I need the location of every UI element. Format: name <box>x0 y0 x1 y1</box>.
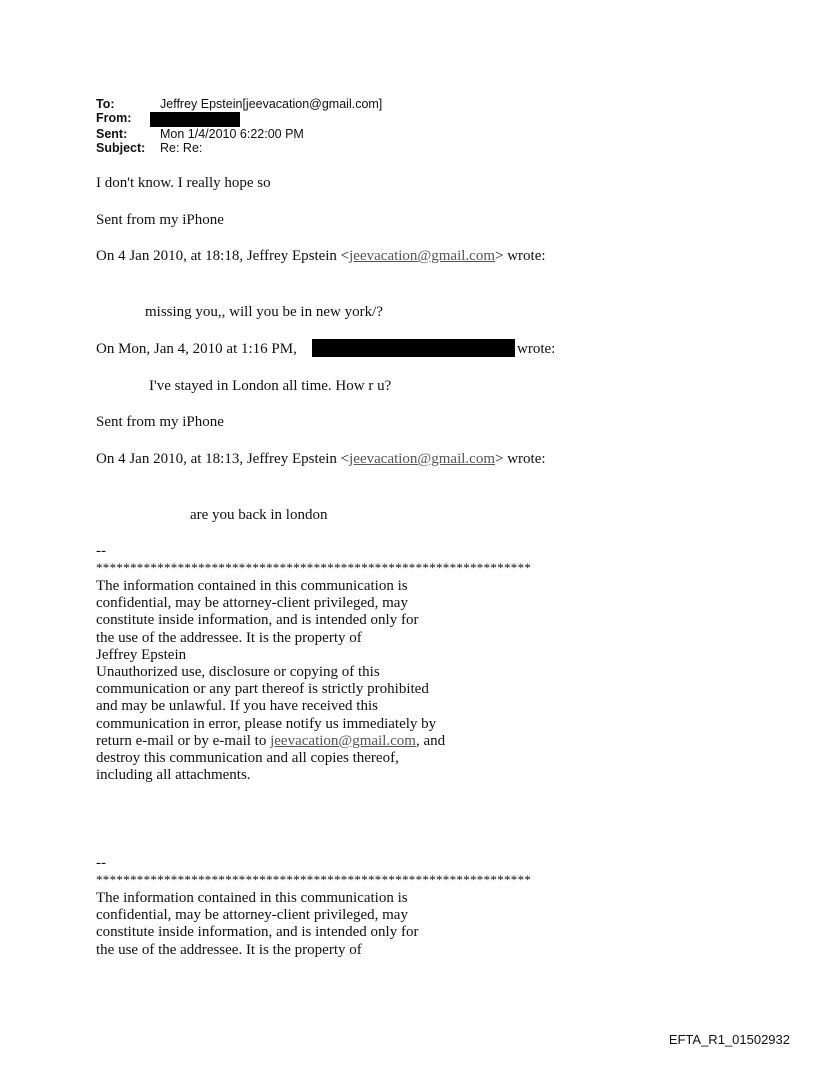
disclaimer-2 <box>96 890 496 959</box>
subject-label: Subject: <box>96 141 146 155</box>
quote-header-2-suffix: wrote: <box>517 341 556 357</box>
subject-value: Re: Re: <box>160 141 203 155</box>
quote-header-1 <box>96 247 546 265</box>
disclaimer-1-dash: -- <box>96 543 106 559</box>
disclaimer-2-line: The information contained in this communication is <box>96 890 408 906</box>
to-label: To: <box>96 97 115 111</box>
disclaimer-1-line10-suffix: , and <box>415 732 446 749</box>
disclaimer-1-line: confidential, may be attorney-client privileged, may <box>96 595 408 612</box>
to-row <box>96 97 382 111</box>
disclaimer-2-stars: **************************************************************** <box>96 872 532 887</box>
sender-redaction <box>312 339 515 357</box>
from-redaction <box>150 112 240 127</box>
disclaimer-1-line10-prefix: return e-mail or by e-mail to <box>96 732 271 749</box>
from-label: From: <box>96 111 132 125</box>
disclaimer-1-line: including all attachments. <box>96 767 251 784</box>
disclaimer-1-line: Unauthorized use, disclosure or copying of this <box>96 663 380 680</box>
subject-row <box>96 141 202 155</box>
reply-text: I don't know. I really hope so <box>96 175 271 191</box>
iphone-signature-2: Sent from my iPhone <box>96 414 224 430</box>
disclaimer-2-line: constitute inside information, and is intended only for <box>96 924 419 941</box>
quote-header-2-prefix: On Mon, Jan 4, 2010 at 1:16 PM, <box>96 341 297 357</box>
quoted-message-2: I've stayed in London all time. How r u? <box>149 378 392 394</box>
quote-header-3 <box>96 450 546 468</box>
quote-header-3-prefix: On 4 Jan 2010, at 18:13, Jeffrey Epstein < <box>96 451 350 467</box>
disclaimer-2-line: confidential, may be attorney-client privileged, may <box>96 907 408 924</box>
sent-row <box>96 127 304 141</box>
email-link-3[interactable]: jeevacation@gmail.com <box>270 732 416 749</box>
disclaimer-1-line: The information contained in this communication is <box>96 578 408 594</box>
disclaimer-1-line: destroy this communication and all copies thereof, <box>96 749 399 766</box>
disclaimer-1-line: and may be unlawful. If you have received this <box>96 698 378 715</box>
disclaimer-1-line: communication in error, please notify us immediately by <box>96 715 437 732</box>
quote-header-1-suffix: > wrote: <box>494 248 546 264</box>
quoted-message-1: missing you,, will you be in new york/? <box>145 304 383 320</box>
quoted-message-3: are you back in london <box>190 507 328 523</box>
quote-header-3-suffix: > wrote: <box>494 451 546 467</box>
disclaimer-1-line: communication or any part thereof is strictly prohibited <box>96 681 429 698</box>
disclaimer-1-line <box>96 733 496 750</box>
disclaimer-1-line: Jeffrey Epstein <box>96 646 187 663</box>
sent-label: Sent: <box>96 127 128 141</box>
document-id: EFTA_R1_01502932 <box>668 1032 790 1047</box>
email-link-2[interactable]: jeevacation@gmail.com <box>349 451 495 467</box>
iphone-signature-1: Sent from my iPhone <box>96 212 224 228</box>
sent-value: Mon 1/4/2010 6:22:00 PM <box>160 127 304 141</box>
to-value: Jeffrey Epstein[jeevacation@gmail.com] <box>160 97 383 111</box>
disclaimer-2-dash: -- <box>96 855 106 871</box>
disclaimer-1 <box>96 578 496 784</box>
quote-header-1-prefix: On 4 Jan 2010, at 18:18, Jeffrey Epstein < <box>96 248 350 264</box>
disclaimer-2-line: the use of the addressee. It is the property of <box>96 941 362 958</box>
email-link-1[interactable]: jeevacation@gmail.com <box>349 248 495 264</box>
disclaimer-1-stars: **************************************************************** <box>96 560 532 575</box>
quote-header-2 <box>96 340 297 358</box>
disclaimer-1-line: the use of the addressee. It is the property of <box>96 629 362 646</box>
disclaimer-1-line: constitute inside information, and is intended only for <box>96 612 419 629</box>
